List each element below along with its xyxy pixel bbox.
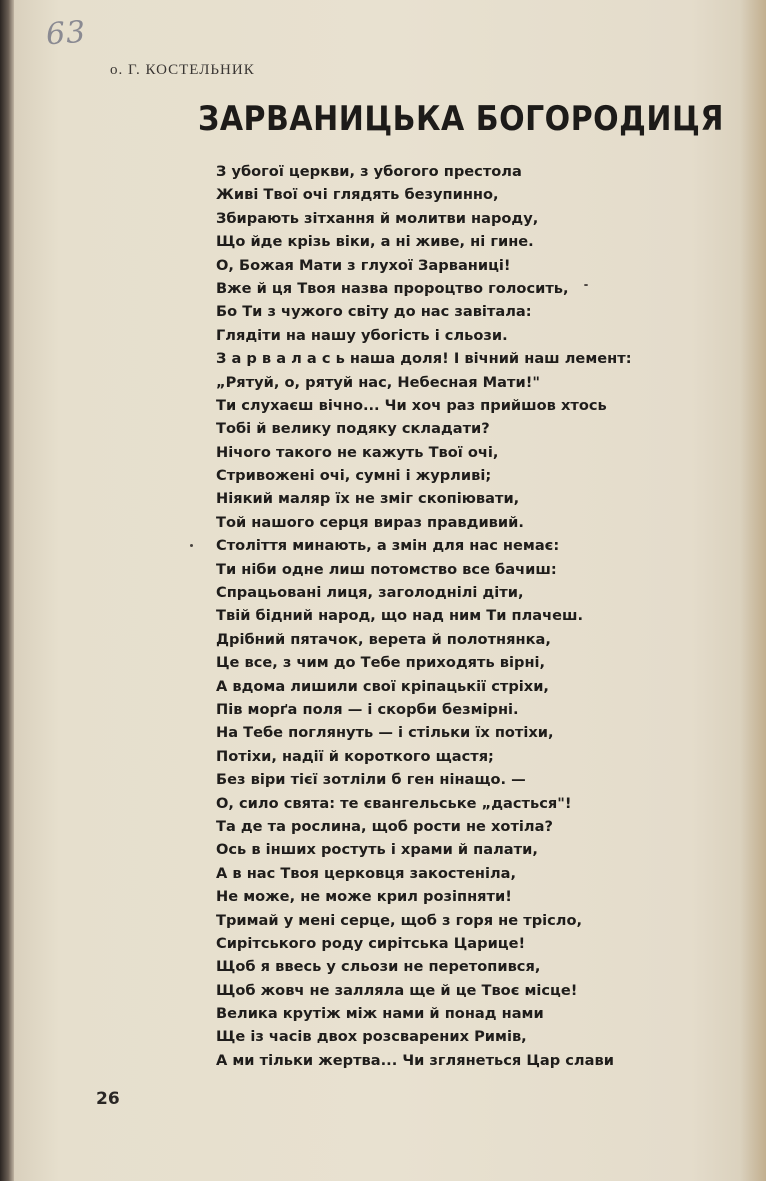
- pencil-margin-note: 63: [44, 14, 88, 53]
- poem-line: А вдома лишили свої кріпацькії стріхи,: [216, 677, 549, 695]
- poem-line: Дрібний пятачок, верета й полотнянка,: [216, 630, 551, 648]
- poem-body: [216, 160, 736, 1072]
- poem-line: Ніякий маляр їх не зміг скопіювати,: [216, 490, 520, 508]
- poem-line: Це все, з чим до Тебе приходять вірні,: [216, 654, 546, 672]
- author-header: о. Г. КОСТЕЛЬНИК: [110, 62, 255, 78]
- poem-line: Потіхи, надії й короткого щастя;: [216, 747, 494, 765]
- poem-line: Спрацьовані лиця, заголоднілі діти,: [216, 584, 524, 602]
- poem-line: О, Божая Мати з глухої Зарваниці!: [216, 256, 511, 274]
- book-spine-shadow: [0, 0, 14, 1181]
- poem-line: Ось в інших ростуть і храми й палати,: [216, 841, 538, 859]
- poem-line: Бо Ти з чужого світу до нас завітала:: [216, 303, 532, 321]
- poem-line: О, сило свята: те євангельське „дасться"!: [216, 794, 572, 812]
- poem-line: Стривожені очі, сумні і журливі;: [216, 467, 492, 485]
- poem-line: Ще із часів двох розсварених Римів,: [216, 1028, 527, 1046]
- poem-line: Тримай у мені серце, щоб з горя не трісло,: [216, 911, 583, 929]
- poem-line: З убогої церкви, з убогого престола: [216, 163, 522, 180]
- poem-line: Збирають зітхання й молитви народу,: [216, 209, 539, 227]
- poem-line: Без віри тієї зотліли б ген нінащо. —: [216, 771, 526, 789]
- poem-line: Ти ніби одне лиш потомство все бачиш:: [216, 560, 557, 578]
- print-speck: [190, 544, 193, 547]
- poem-line: Та де та рослина, щоб рости не хотіла?: [216, 817, 553, 835]
- poem-line: Щоб жовч не залляла ще й це Твоє місце!: [216, 981, 578, 999]
- poem-line: Твій бідний народ, що над ним Ти плачеш.: [216, 607, 584, 625]
- poem-line: „Рятуй, о, рятуй нас, Небесная Мати!": [216, 373, 540, 391]
- poem-line: З а р в а л а с ь наша доля! І вічний наш лемент:: [216, 350, 632, 368]
- book-page: [14, 0, 766, 1181]
- poem-line: Той нашого серця вираз правдивий.: [216, 513, 524, 531]
- poem-title: ЗАРВАНИЦЬКА БОГОРОДИЦЯ: [198, 100, 724, 140]
- poem-line: А ми тільки жертва... Чи зглянеться Цар слави: [216, 1051, 614, 1069]
- poem-line: Століття минають, а змін для нас немає:: [216, 537, 560, 555]
- poem-line: Сирітського роду сирітська Царице!: [216, 934, 526, 952]
- poem-line: Щоб я ввесь у сльози не перетопився,: [216, 958, 541, 976]
- poem-line: На Тебе поглянуть — і стільки їх потіхи,: [216, 724, 554, 742]
- page-number: 26: [96, 1089, 120, 1109]
- poem-line: Живі Твої очі глядять безупинно,: [216, 186, 499, 204]
- poem-line: Велика крутіж між нами й понад нами: [216, 1005, 544, 1023]
- poem-line: Вже й ця Твоя назва пророцтво голосить,: [216, 279, 569, 297]
- poem-line: Що йде крізь віки, а ні живе, ні гине.: [216, 233, 534, 251]
- poem-line: Глядіти на нашу убогість і сльози.: [216, 326, 508, 344]
- poem-line: А в нас Твоя церковця закостеніла,: [216, 864, 517, 882]
- poem-line: Нічого такого не кажуть Твої очі,: [216, 443, 499, 461]
- poem-line: Тобі й велику подяку складати?: [216, 420, 490, 438]
- poem-line: Ти слухаєш вічно... Чи хоч раз прийшов хтось: [216, 396, 607, 414]
- print-speck: [584, 284, 588, 286]
- poem-line: Не може, не може крил розіпняти!: [216, 888, 512, 906]
- poem-line: Пів морґа поля — і скорби безмірні.: [216, 700, 519, 718]
